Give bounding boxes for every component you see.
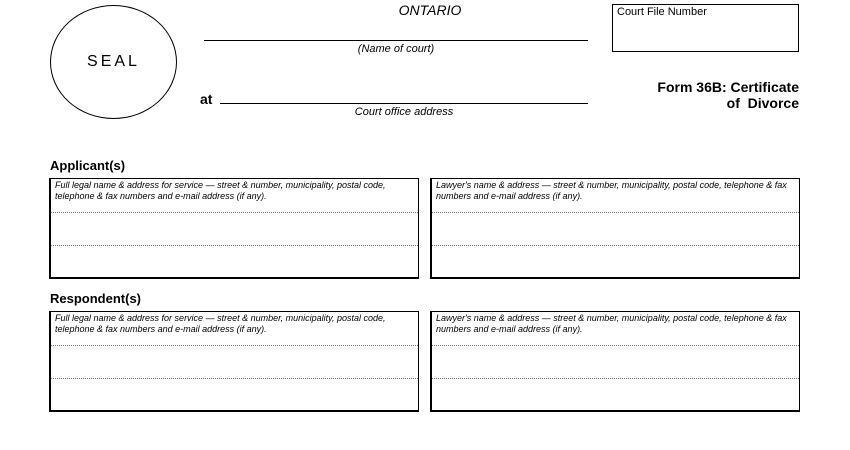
applicant-party-hint: Full legal name & address for service — street & number, municipality, postal code, telephone & fax numbers and e-mail address (if any). [55,180,386,201]
respondent-party-line-1 [51,345,418,346]
applicants-heading: Applicant(s) [50,158,126,173]
respondent-lawyer-box[interactable] [430,311,800,412]
court-address-caption: Court office address [354,106,454,118]
court-name-field[interactable] [204,40,588,41]
respondent-lawyer-hint: Lawyer's name & address — street & number, municipality, postal code, telephone & fax numbers and e-mail address (if any). [436,313,787,334]
respondents-heading: Respondent(s) [50,291,141,306]
applicant-party-box[interactable] [49,178,419,279]
applicant-lawyer-line-1 [432,212,799,213]
seal-label: SEAL [87,53,140,70]
respondent-lawyer-line-1 [432,345,799,346]
respondent-lawyer-line-2 [432,378,799,379]
applicant-party-line-1 [51,212,418,213]
applicant-lawyer-line-2 [432,245,799,246]
applicant-lawyer-hint: Lawyer's name & address — street & number, municipality, postal code, telephone & fax numbers and e-mail address (if any). [436,180,787,201]
form-title-line2: of Divorce [726,95,799,111]
respondent-party-line-2 [51,378,418,379]
court-file-number-field[interactable] [612,4,799,52]
at-label: at [200,91,213,107]
court-name-caption: (Name of court) [357,43,435,55]
jurisdiction-title: ONTARIO [398,2,462,18]
respondent-party-hint: Full legal name & address for service — street & number, municipality, postal code, telephone & fax numbers and e-mail address (if any). [55,313,386,334]
court-file-number-label: Court File Number [617,6,707,18]
respondent-party-box[interactable] [49,311,419,412]
court-address-field[interactable] [220,103,588,104]
form-title [600,79,799,111]
applicant-lawyer-box[interactable] [430,178,800,279]
applicant-party-line-2 [51,245,418,246]
form-title-line1: Form 36B: Certificate [657,79,799,95]
seal-circle [50,5,177,119]
